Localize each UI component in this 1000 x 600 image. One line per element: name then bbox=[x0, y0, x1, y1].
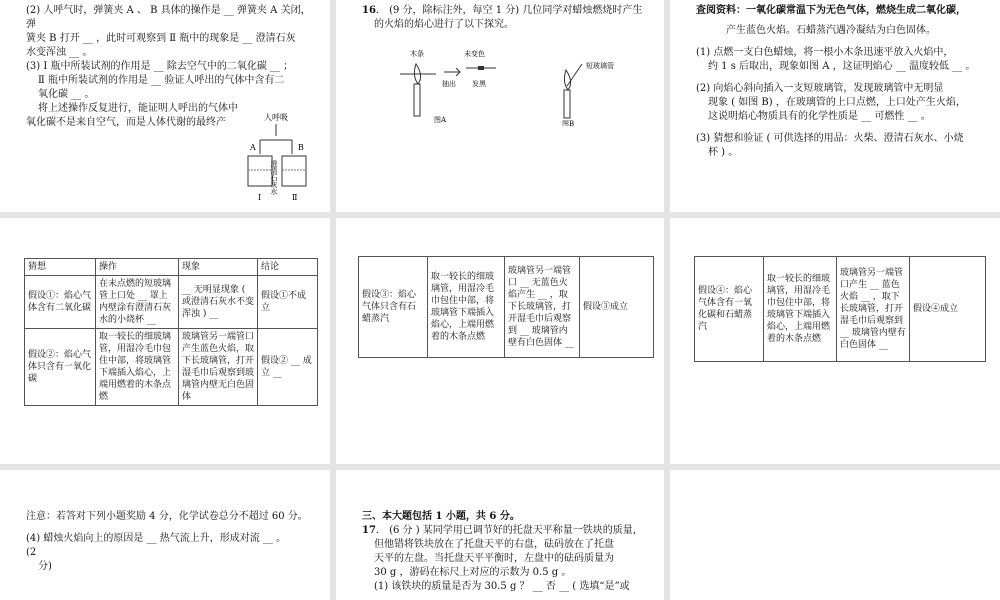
text-line: (2 bbox=[26, 547, 37, 558]
table-cell: 假设④：焰心气体含有一氧化碳和石蜡蒸汽 bbox=[695, 257, 764, 362]
figure-label: 短玻璃管 bbox=[586, 62, 614, 70]
question-text: ． (6 分 ) 某同学用已调节好的托盘天平称量一铁块的质量， bbox=[375, 525, 643, 536]
figure-label: Ⅰ bbox=[258, 193, 262, 202]
panel-hypothesis-table-2 bbox=[336, 218, 664, 464]
note-text: 注意：若答对下列小题奖励 4 分，化学试卷总分不超过 60 分。 bbox=[26, 511, 308, 522]
table-header-row bbox=[25, 259, 318, 276]
table-row bbox=[25, 276, 318, 329]
table-header: 操作 bbox=[96, 259, 179, 276]
text-line: 天平的左盘。当托盘天平平衡时，左盘中的砝码质量为 bbox=[374, 553, 614, 564]
panel-q15-continued bbox=[0, 0, 330, 212]
hypothesis-table bbox=[358, 256, 654, 358]
table-row bbox=[359, 257, 654, 358]
text-line: (3) Ⅰ 瓶中所装试剂的作用是 __ 除去空气中的二氧化碳 __ ； bbox=[26, 61, 294, 72]
table-cell: __ 无明显现象 ( 或澄清石灰水不变浑浊 ) __ bbox=[179, 276, 258, 329]
text-line: (4) 蜡烛火焰向上的原因是 __ 热气流上升，形成对流 __ 。 bbox=[26, 533, 287, 544]
text-line: 产生蓝色火焰。石蜡蒸汽遇冷凝结为白色固体。 bbox=[726, 25, 936, 36]
figure-label: Ⅱ bbox=[292, 193, 298, 202]
table-cell: 假设② __ 成立 __ bbox=[258, 329, 318, 406]
text-line: 氧化碳不是来自空气，而是人体代谢的最终产 bbox=[26, 117, 226, 128]
text-line: 这说明焰心物质具有的化学性质是 __ 可燃性 __ 。 bbox=[708, 111, 931, 122]
figure-label: 澄清石灰水 bbox=[270, 160, 278, 195]
figure-label: 发黑 bbox=[472, 80, 486, 88]
text-line: 水变浑浊 __ 。 bbox=[26, 47, 93, 58]
question-text: ． (9 分，除标注外，每空 1 分) 几位同学对蜡烛燃烧时产生 bbox=[375, 5, 643, 16]
text-line: 将上述操作反复进行，能证明人呼出的气体中 bbox=[38, 103, 238, 114]
table-cell: 玻璃管另一端管口产生蓝色火焰，取下长玻璃管，打开湿毛巾后观察到玻璃管内壁无白色固体 bbox=[179, 329, 258, 406]
panel-q16-material bbox=[670, 0, 1000, 212]
table-header: 现象 bbox=[179, 259, 258, 276]
text-line: 但他错将铁块放在了托盘天平的右盘，砝码放在了托盘 bbox=[374, 539, 614, 550]
panel-hypothesis-table-3 bbox=[670, 218, 1000, 464]
table-row bbox=[695, 257, 986, 362]
candle-experiment-figure bbox=[386, 46, 646, 126]
figure-label: B bbox=[298, 143, 304, 152]
text-line: (2) 向焰心斜向插入一支短玻璃管，发现玻璃管中无明显 bbox=[696, 83, 944, 94]
figure-label: 抽出 bbox=[442, 80, 456, 88]
text-line: 氧化碳 __ 。 bbox=[38, 89, 95, 100]
table-cell: 取一较长的细玻璃管，用湿冷毛巾包住中部，将玻璃管下端插入焰心，上端用燃着的木条点燃 bbox=[764, 257, 837, 362]
text-line: 杯 ) 。 bbox=[708, 147, 739, 158]
figure-label: 人呼吸 bbox=[264, 113, 288, 122]
reference-text: 查阅资料：一氧化碳常温下为无色气体，燃烧生成二氧化碳， bbox=[696, 5, 966, 16]
panel-q16-intro bbox=[336, 0, 664, 212]
text-line: 现象 ( 如图 B) ，在玻璃管的上口点燃，上口处产生火焰， bbox=[708, 97, 966, 108]
figure-label: A bbox=[250, 143, 256, 152]
table-header: 结论 bbox=[258, 259, 318, 276]
table-cell: 假设③成立 bbox=[580, 257, 654, 358]
figure-caption: 图B bbox=[562, 120, 575, 126]
question-number: 16 bbox=[362, 5, 376, 16]
breathing-apparatus-figure bbox=[240, 110, 320, 206]
table-cell: 在未点燃的短玻璃管上口处 __ 罩上内壁涂有澄清石灰水的小烧杯 __ bbox=[96, 276, 179, 329]
text-line: (3) 猜想和验证 ( 可供选择的用品：火柴、澄清石灰水、小烧 bbox=[696, 133, 964, 144]
table-cell: 假设②：焰心气体只含有一氧化碳 bbox=[25, 329, 96, 406]
table-cell: 玻璃管另一端管口 __ 无蓝色火焰产生 __ ，取下长玻璃管，打开湿毛巾后观察到 __ 玻璃管内壁有白色固体 __ bbox=[505, 257, 580, 358]
table-cell: 取一较长的细玻璃管，用湿冷毛巾包住中部，将玻璃管下端插入焰心，上端用燃着的木条点燃 bbox=[428, 257, 505, 358]
table-cell: 假设①：焰心气体含有二氧化碳 bbox=[25, 276, 96, 329]
question-line bbox=[362, 524, 654, 538]
text-line: Ⅱ 瓶中所装试剂的作用是 __ 验证人呼出的气体中含有二 bbox=[38, 75, 285, 86]
hypothesis-table bbox=[694, 256, 986, 362]
table-cell: 玻璃管另一端管口产生 __ 蓝色火焰 __ ，取下长玻璃管，打开湿毛巾后观察到 __ 玻璃管内壁有白色固体 __ bbox=[837, 257, 910, 362]
question-number: 17 bbox=[362, 525, 376, 536]
table-header: 猜想 bbox=[25, 259, 96, 276]
hypothesis-table bbox=[24, 258, 318, 406]
text-line: 约 1 s 后取出，现象如图 A ，这证明焰心 __ 温度较低 __ 。 bbox=[708, 61, 976, 72]
figure-label: 未变色 bbox=[464, 50, 485, 58]
panel-q17 bbox=[336, 470, 664, 600]
question-line: 的火焰的焰心进行了以下探究。 bbox=[374, 19, 514, 30]
table-cell: 假设③：焰心气体只含有石蜡蒸汽 bbox=[359, 257, 428, 358]
text-line bbox=[696, 4, 990, 18]
section-heading: 三、本大题包括 1 小题，共 6 分。 bbox=[362, 511, 520, 522]
text-line: (1) 点燃一支白色蜡烛，将一根小木条迅速平放入火焰中， bbox=[696, 47, 954, 58]
text-line: (1) 该铁块的质量是否为 30.5 g ？ __ 否 __ ( 选填“是”或 bbox=[374, 581, 630, 592]
table-cell: 假设④成立 bbox=[910, 257, 986, 362]
table-cell: 假设①不成立 bbox=[258, 276, 318, 329]
text-line: 30 g ，游码在标尺上对应的示数为 0.5 g 。 bbox=[374, 567, 572, 578]
panel-bonus-question bbox=[0, 470, 330, 600]
table-row bbox=[25, 329, 318, 406]
figure-caption: 图A bbox=[434, 116, 447, 124]
text-line: 簧夹 B 打开 __ ，此时可观察到 Ⅱ 瓶中的现象是 __ 澄清石灰 bbox=[26, 33, 296, 44]
figure-label: 木条 bbox=[410, 50, 424, 58]
text-line: 分) bbox=[38, 561, 52, 572]
table-cell: 取一较长的细玻璃管，用湿冷毛巾包住中部，将玻璃管下端插入焰心，上端用燃着的木条点燃 bbox=[96, 329, 179, 406]
panel-blank bbox=[670, 470, 1000, 600]
question-line bbox=[362, 4, 654, 18]
panel-hypothesis-table-1 bbox=[0, 218, 330, 464]
text-line: (2) 人呼气时，弹簧夹 A 、 B 具体的操作是 __ 弹簧夹 A 关闭，弹 bbox=[26, 5, 311, 30]
